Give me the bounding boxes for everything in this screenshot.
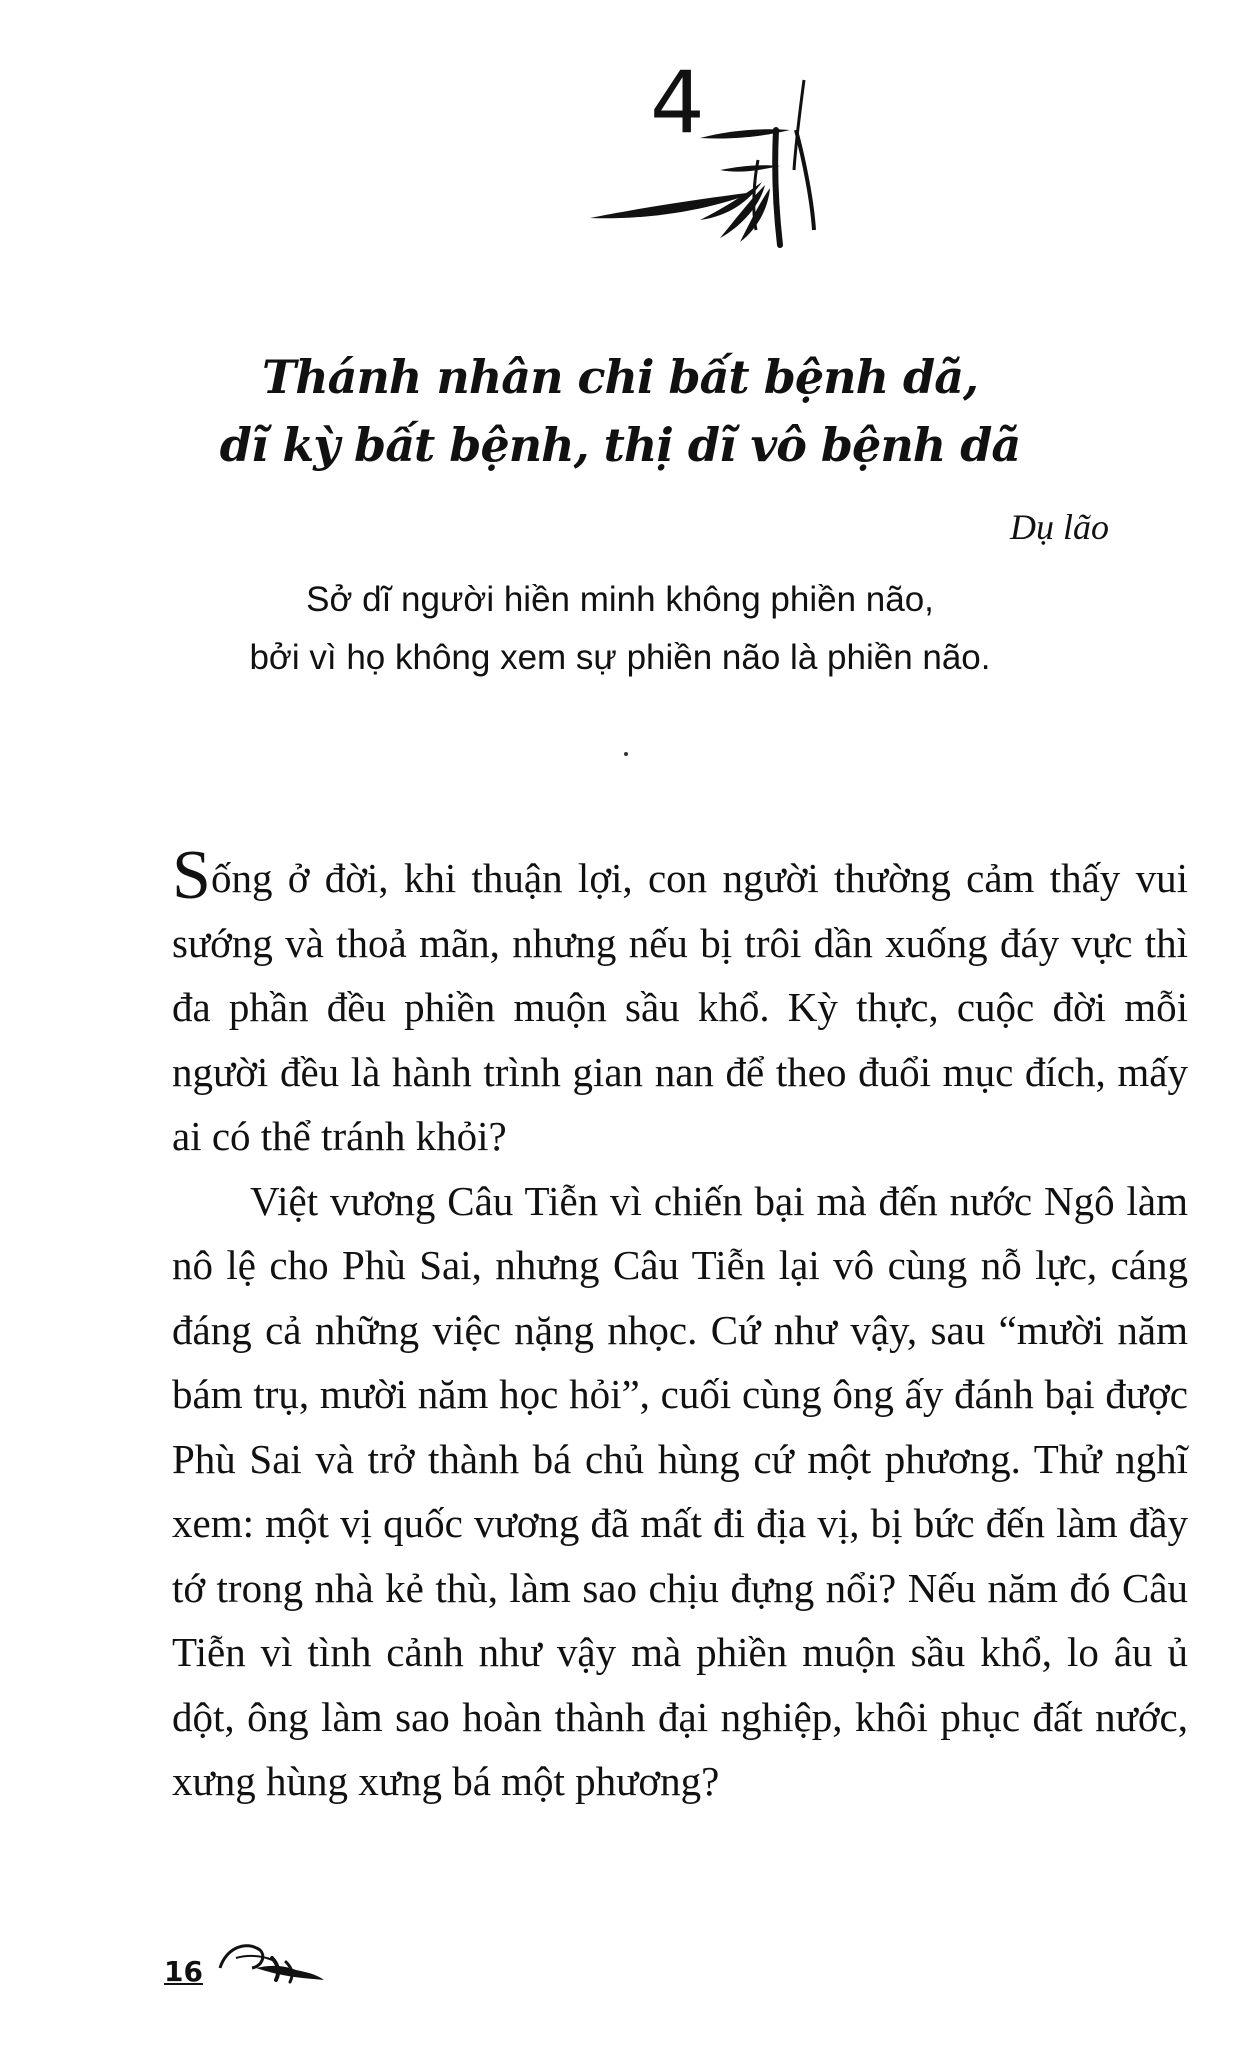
bamboo-leaf-icon — [590, 70, 830, 260]
drop-cap: S — [172, 837, 211, 914]
translation-line-1: Sở dĩ người hiền minh không phiền não, — [306, 580, 934, 619]
paragraph-1-text: ống ở đời, khi thuận lợi, con người thường cảm thấy vui sướng và thoả mãn, nhưng nếu bị trôi dần xuống đáy vực thì đa phần đều phiền muộn sầu khổ. Kỳ thực, cuộc đời mỗi người đều là hành trình gian nan để theo đuổi mục đích, mấy ai có thể tránh khỏi? — [172, 855, 1188, 1159]
body-text — [172, 837, 1188, 1814]
paragraph-2: Việt vương Câu Tiễn vì chiến bại mà đến nước Ngô làm nô lệ cho Phù Sai, nhưng Câu Tiễn lại vô cùng nỗ lực, cáng đáng cả những việc nặng nhọc. Cứ như vậy, sau “mười năm bám trụ, mười năm học hỏi”, cuối cùng ông ấy đánh bại được Phù Sai và trở thành bá chủ hùng cứ một phương. Thử nghĩ xem: một vị quốc vương đã mất đi địa vị, bị bức đến làm đầy tớ trong nhà kẻ thù, làm sao chịu đựng nổi? Nếu năm đó Câu Tiễn vì tình cảnh như vậy mà phiền muộn sầu khổ, lo âu ủ dột, ông làm sao hoàn thành đại nghiệp, khôi phục đất nước, xưng hùng xưng bá một phương? — [172, 1177, 1188, 1804]
page-number: 16 — [164, 1955, 203, 1988]
title-line-1: Thánh nhân chi bất bệnh dã, — [261, 350, 979, 404]
title-line-2: dĩ kỳ bất bệnh, thị dĩ vô bệnh dã — [219, 418, 1021, 472]
quote-source: Dụ lão — [1010, 507, 1109, 547]
translation-line-2: bởi vì họ không xem sự phiền não là phiền não. — [249, 638, 991, 677]
paragraph-1 — [172, 837, 1188, 1169]
brush-stroke-icon — [216, 1928, 326, 1988]
separator-dot — [624, 752, 628, 756]
chapter-number: 4 — [650, 53, 705, 153]
